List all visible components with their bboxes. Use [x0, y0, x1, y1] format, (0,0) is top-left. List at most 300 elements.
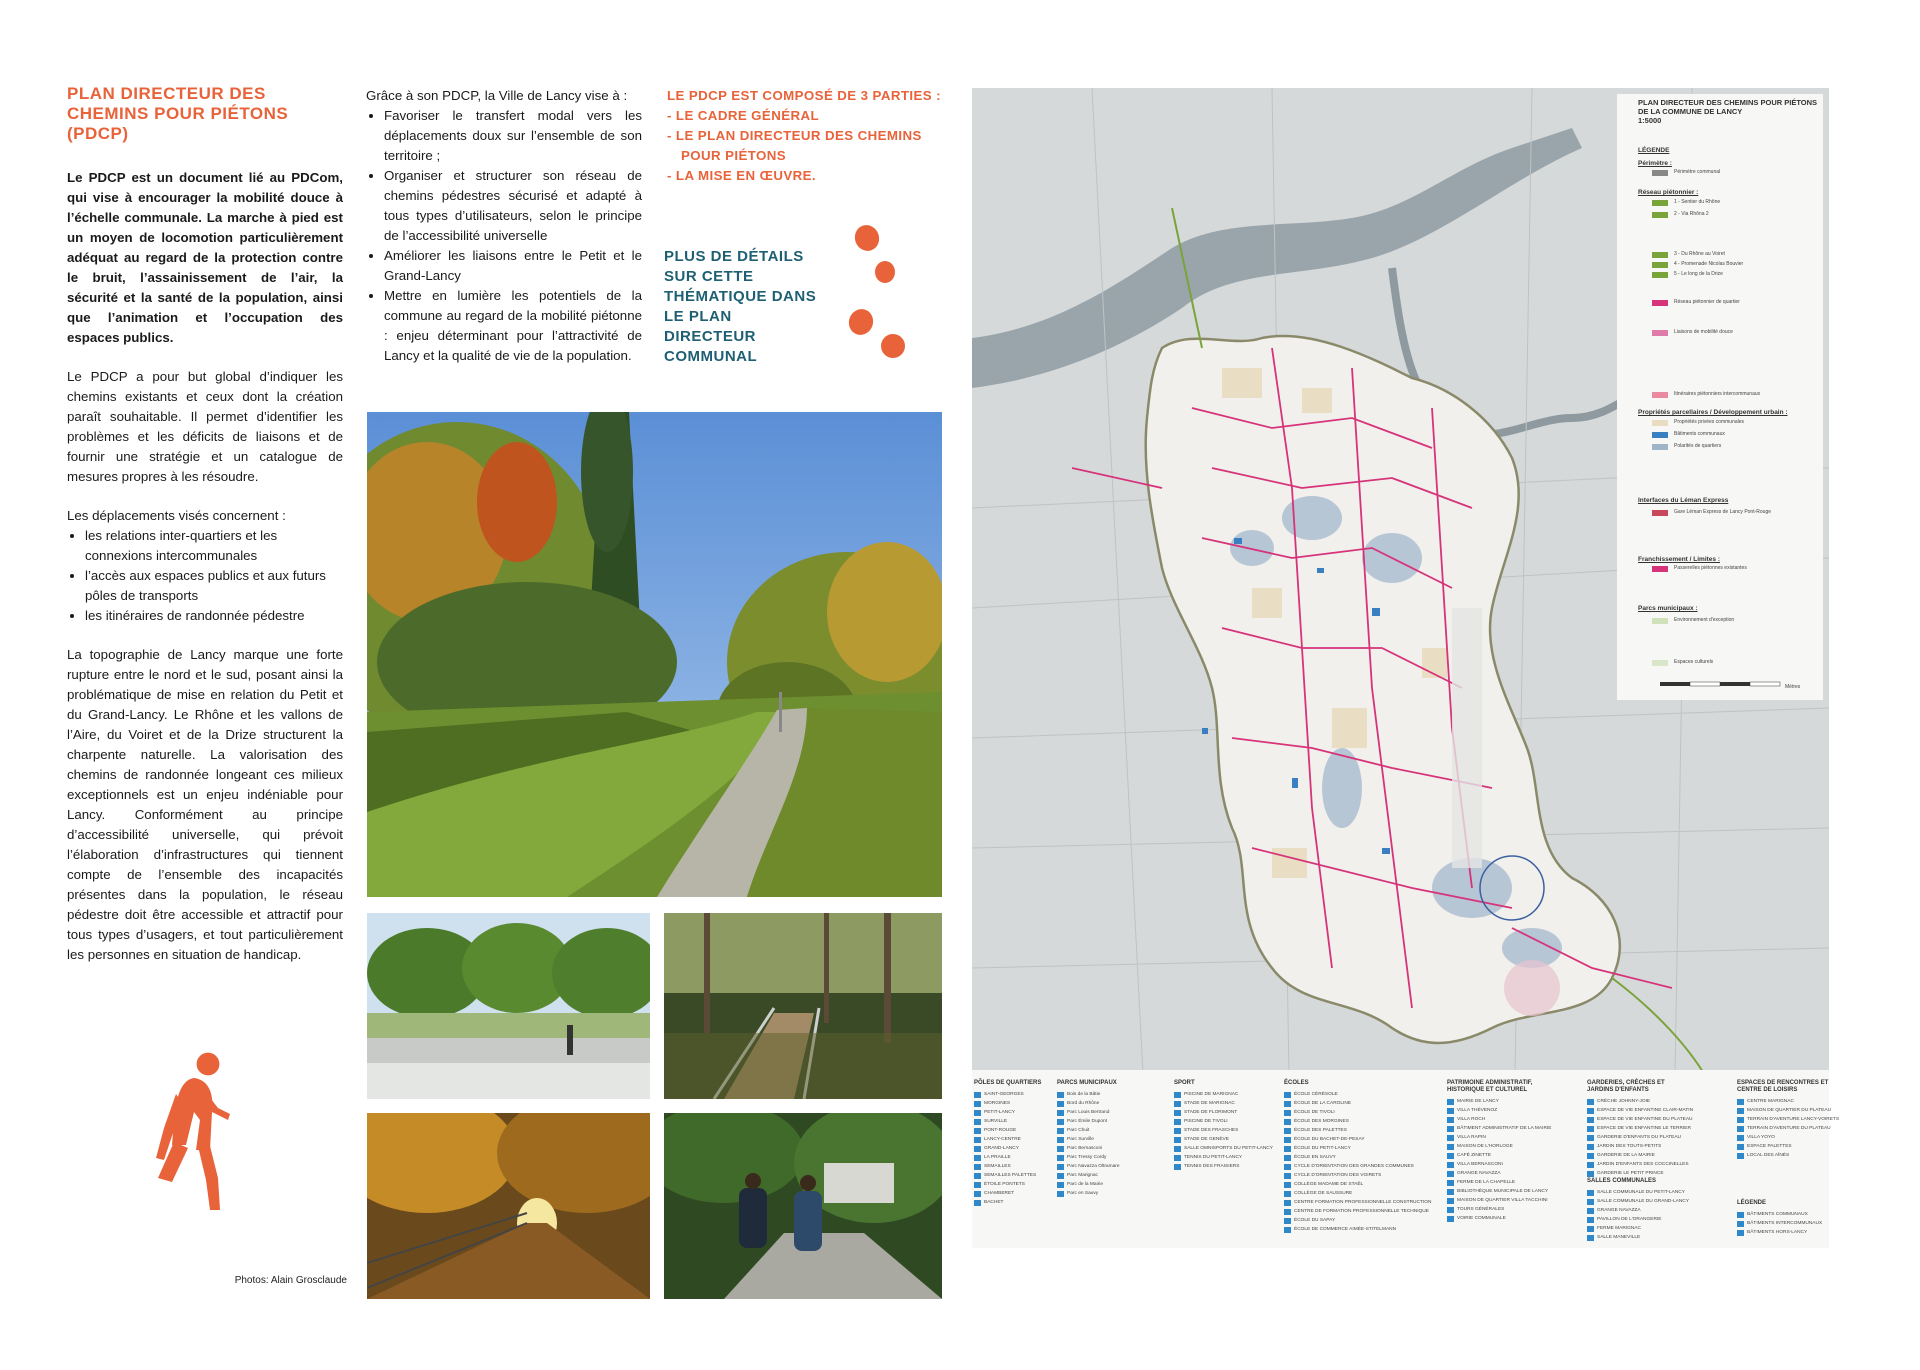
list-item: [1284, 1100, 1384, 1109]
promenade-photo: [367, 913, 650, 1099]
bottom-legend-label: Parc Louis Bertrand: [1067, 1110, 1110, 1115]
list-item: [1284, 1199, 1432, 1208]
building-icon: [1737, 1212, 1744, 1218]
legend-item: [1652, 510, 1812, 517]
list-item: [1737, 1143, 1837, 1152]
building-icon: [1284, 1110, 1291, 1116]
bottom-legend-column: [1587, 1080, 1694, 1179]
bottom-legend-heading: LÉGENDE: [1737, 1200, 1767, 1206]
list-item: [1447, 1098, 1547, 1107]
bottom-legend-label: SALLE OMNISPORTS DU PETIT-LANCY: [1184, 1146, 1273, 1151]
list-item: [1587, 1098, 1687, 1107]
page-title: PLAN DIRECTEUR DES CHEMINS POUR PIÉTONS (PDCP): [67, 84, 289, 143]
bottom-legend-label: ÉTOILE PONTETS: [984, 1182, 1025, 1187]
bottom-legend-label: SALLE MANEVILLE: [1597, 1235, 1641, 1240]
building-icon: [1284, 1227, 1291, 1233]
list-item: [1174, 1163, 1274, 1172]
building-icon: [1174, 1128, 1181, 1134]
list-item: [1174, 1127, 1274, 1136]
bottom-legend-column: [1284, 1080, 1432, 1235]
bottom-legend-label: SURVILLE: [984, 1119, 1008, 1124]
building-icon: [1587, 1208, 1594, 1214]
list-item: [1587, 1234, 1687, 1243]
list-item: [1284, 1226, 1397, 1235]
list-item: [1447, 1206, 1547, 1215]
legend-heading: LÉGENDE: [1638, 147, 1670, 154]
bottom-legend-label: SEMAILLES PALETTES: [984, 1173, 1037, 1178]
building-icon: [974, 1128, 981, 1134]
topography-paragraph: La topographie de Lancy marque une forte rupture entre le nord et le sud, posant ainsi la problématique de mise en relation du Petit et du Grand-Lancy. Le Rhône et les vallons de l’Aire, du Voiret et de la Drize structurent la charpente naturelle. La valorisation des chemins de randonnée longeant ces milieux exceptionnels est un enjeu indéniable pour Lancy. Conformément au principe d’accessibilité universelle, qui prévoit l’élaboration d’infrastructures qui tiennent compte de l’ensemble des incapacités présentes dans la population, le réseau pédestre doit être accessible et attractif pour tous types d’usagers, et tout particulièrement les personnes en situation de handicap.: [67, 647, 343, 962]
building-icon: [1447, 1198, 1454, 1204]
legend-label: 4 - Promenade Nicolas Bouvier: [1674, 261, 1744, 267]
building-icon: [1174, 1155, 1181, 1161]
objectives-list: [366, 106, 642, 366]
legend-label: 3 - Du Rhône au Voiret: [1674, 251, 1725, 257]
bottom-legend-label: VILLA RAPIN: [1457, 1135, 1486, 1140]
bottom-legend-heading: SALLES COMMUNALES: [1587, 1178, 1656, 1184]
bottom-legend-label: ÉCOLE DU PETIT-LANCY: [1294, 1146, 1351, 1151]
legend-item: [1652, 300, 1812, 307]
building-icon: [1447, 1207, 1454, 1213]
bottom-legend-label: Parc de la Mairie: [1067, 1182, 1103, 1187]
list-item: • l’accès aux espaces publics et aux futurs pôles de transports: [85, 566, 343, 606]
building-icon: [1447, 1189, 1454, 1195]
building-icon: [1284, 1182, 1291, 1188]
building-icon: [1174, 1146, 1181, 1152]
bottom-legend-label: Parc Émile Dupont: [1067, 1119, 1107, 1124]
building-icon: [1587, 1190, 1594, 1196]
building-icon: [1447, 1099, 1454, 1105]
bottom-legend-label: ÉCOLE DU SAPAY: [1294, 1218, 1336, 1223]
building-icon: [1587, 1099, 1594, 1105]
bottom-legend-label: Parc Bernasconi: [1067, 1146, 1103, 1151]
list-item: [1174, 1100, 1274, 1109]
building-icon: [1284, 1101, 1291, 1107]
building-icon: [974, 1146, 981, 1152]
list-item: [1174, 1109, 1274, 1118]
bottom-legend-label: LA PRAILLE: [984, 1155, 1011, 1160]
movements-intro: Les déplacements visés concernent :: [67, 508, 286, 523]
bottom-legend-heading: ÉCOLES: [1284, 1080, 1309, 1086]
bottom-legend-label: GRANGE NAVAZZA: [1597, 1208, 1641, 1213]
legend-item: [1652, 252, 1812, 259]
building-icon: [1057, 1191, 1064, 1197]
building-icon: [974, 1164, 981, 1170]
building-icon: [974, 1173, 981, 1179]
legend-swatch: [1652, 420, 1668, 426]
list-item: [1174, 1091, 1274, 1100]
building-icon: [1587, 1153, 1594, 1159]
list-item: [1587, 1161, 1687, 1170]
list-item: [1174, 1136, 1274, 1145]
building-icon: [974, 1119, 981, 1125]
bottom-legend-column: [1447, 1080, 1552, 1224]
bottom-legend-label: STADE DE MARIGNAC: [1184, 1101, 1235, 1106]
list-item: [1587, 1152, 1687, 1161]
bottom-legend-label: Parc Navazza Oltramare: [1067, 1164, 1120, 1169]
building-icon: [1284, 1155, 1291, 1161]
list-item: [1447, 1179, 1547, 1188]
legend-swatch: [1652, 200, 1668, 206]
building-icon: [1057, 1146, 1064, 1152]
building-icon: [1587, 1235, 1594, 1241]
bottom-legend-heading: PARCS MUNICIPAUX: [1057, 1080, 1117, 1086]
building-icon: [1737, 1099, 1744, 1105]
building-icon: [1587, 1108, 1594, 1114]
legend-label: Itinéraires piétonniers intercommunaux: [1674, 391, 1761, 397]
legend-item: [1652, 200, 1812, 207]
legend-section: Interfaces du Léman Express: [1638, 497, 1729, 504]
bottom-legend-label: FERME MARIGNAC: [1597, 1226, 1641, 1231]
building-icon: [1587, 1162, 1594, 1168]
legend-swatch: [1652, 170, 1668, 176]
building-icon: [1447, 1153, 1454, 1159]
legend-swatch: [1652, 566, 1668, 572]
bottom-legend-label: TOURS GÉNÉRALES: [1457, 1207, 1505, 1212]
bottom-legend-label: COLLÈGE DE SAUSSURE: [1294, 1191, 1353, 1196]
building-icon: [1447, 1162, 1454, 1168]
building-icon: [1587, 1171, 1594, 1177]
bottom-legend-label: CHAMBERET: [984, 1191, 1015, 1196]
bottom-legend-label: ESPACE DE VIE ENFANTINE CLAIR-MATIN: [1597, 1108, 1694, 1113]
goal-paragraph: Le PDCP a pour but global d’indiquer les chemins existants et ceux dont la création paraît souhaitable. Il permet d’identifier les problèmes et les déficits de liaisons et de fournir une stratégie et un catalogue de mesures propres à les résoudre.: [67, 369, 343, 484]
building-icon: [974, 1182, 981, 1188]
bottom-legend-label: LOCAL DES AÎNÉS: [1747, 1153, 1790, 1158]
list-item: [1284, 1127, 1384, 1136]
autumn-walkway-photo: [367, 1113, 650, 1299]
list-item: [1057, 1127, 1157, 1136]
building-icon: [1587, 1217, 1594, 1223]
building-icon: [1447, 1135, 1454, 1141]
list-item: - LA MISE EN ŒUVRE.: [667, 168, 816, 183]
bottom-legend-label: GRAND-LANCY: [984, 1146, 1019, 1151]
building-icon: [1737, 1153, 1744, 1159]
list-item: [1447, 1161, 1547, 1170]
bottom-legend-heading: GARDERIES, CRÈCHES ET JARDINS D'ENFANTS: [1587, 1080, 1665, 1093]
legend-label: 1 - Sentier du Rhône: [1674, 199, 1721, 205]
list-item: - LE CADRE GÉNÉRAL: [667, 108, 819, 123]
bottom-legend-label: ÉCOLE DU BACHET-DE-PESAY: [1294, 1137, 1365, 1142]
legend-item: [1652, 420, 1812, 427]
list-item: [1737, 1116, 1840, 1125]
building-icon: [1284, 1164, 1291, 1170]
legend-label: Environnement d'exception: [1674, 617, 1735, 623]
building-icon: [1737, 1230, 1744, 1236]
bottom-legend-label: GRANGE NAVAZZA: [1457, 1171, 1501, 1176]
building-icon: [1587, 1135, 1594, 1141]
legend-label: Liaisons de mobilité douce: [1674, 329, 1733, 335]
list-item: [1587, 1207, 1687, 1216]
legend-label: 5 - Le long de la Drize: [1674, 271, 1723, 277]
list-item: [1057, 1109, 1157, 1118]
bottom-legend-label: Bois de la Bâtie: [1067, 1092, 1101, 1097]
bottom-legend-label: STADE DE FLORIMONT: [1184, 1110, 1238, 1115]
list-item: [974, 1199, 1074, 1208]
objectives-column: [366, 86, 642, 366]
bottom-legend-heading: SPORT: [1174, 1080, 1195, 1086]
building-icon: [1057, 1164, 1064, 1170]
list-item: [1737, 1220, 1837, 1229]
map-scale: 1:5000: [1638, 116, 1662, 125]
building-icon: [1737, 1135, 1744, 1141]
list-item: • Favoriser le transfert modal vers les déplacements doux sur l’ensemble de son territoire ;: [384, 106, 642, 166]
building-icon: [1174, 1119, 1181, 1125]
bottom-legend-label: SEMAILLES: [984, 1164, 1011, 1169]
building-icon: [974, 1191, 981, 1197]
pdcp-parts: [667, 86, 957, 186]
bottom-legend-label: ÉCOLE DE TIVOLI: [1294, 1110, 1335, 1115]
legend-swatch: [1652, 618, 1668, 624]
bottom-legend-label: BÂTIMENTS COMMUNAUX: [1747, 1212, 1808, 1217]
details-callout: PLUS DE DÉTAILS SUR CETTE THÉMATIQUE DANS LE PLAN DIRECTEUR COMMUNAL: [664, 248, 817, 365]
building-icon: [1284, 1209, 1291, 1215]
building-icon: [1587, 1126, 1594, 1132]
legend-swatch: [1652, 510, 1668, 516]
list-item: [1174, 1145, 1274, 1154]
list-item: [1284, 1181, 1384, 1190]
bottom-legend-label: COLLÈGE MADAME DE STAËL: [1294, 1182, 1364, 1187]
building-icon: [1284, 1200, 1291, 1206]
list-item: [1737, 1152, 1837, 1161]
bottom-legend-label: GARDERIE D'ENFANTS DU PLATEAU: [1597, 1135, 1681, 1140]
building-icon: [1587, 1226, 1594, 1232]
list-item: • Mettre en lumière les potentiels de la commune au regard de la mobilité piétonne : enjeu déterminant pour l’attractivité de Lancy et la qualité de vie de la population.: [384, 286, 642, 366]
bottom-legend-label: BACHET: [984, 1200, 1004, 1205]
bottom-legend-label: VILLA THÉVENOZ: [1457, 1108, 1498, 1113]
list-item: • les relations inter-quartiers et les connexions intercommunales: [85, 526, 343, 566]
legend-label: Gare Léman Express de Lancy Pont-Rouge: [1674, 509, 1771, 515]
list-item: [1057, 1145, 1157, 1154]
list-item: [1057, 1136, 1157, 1145]
building-icon: [1737, 1144, 1744, 1150]
bottom-legend-column: [1737, 1080, 1840, 1161]
building-icon: [1737, 1108, 1744, 1114]
objectives-intro: Grâce à son PDCP, la Ville de Lancy vise à :: [366, 88, 628, 103]
legend-section: Réseau piétonnier :: [1638, 189, 1699, 196]
list-item: [1284, 1091, 1384, 1100]
list-item: [1447, 1215, 1547, 1224]
building-icon: [1447, 1144, 1454, 1150]
bottom-legend-label: BIBLIOTHÈQUE MUNICIPALE DE LANCY: [1457, 1189, 1549, 1194]
bottom-legend-label: Parc Chuit: [1067, 1128, 1090, 1133]
legend-item: [1652, 392, 1812, 399]
building-icon: [1447, 1216, 1454, 1222]
legend-swatch: [1652, 212, 1668, 218]
bottom-legend-label: JARDIN D'ENFANTS DES COCCINELLES: [1597, 1162, 1689, 1167]
bottom-legend-label: PONT-ROUGE: [984, 1128, 1017, 1133]
list-item: [1057, 1154, 1157, 1163]
list-item: [1447, 1170, 1547, 1179]
building-icon: [1447, 1180, 1454, 1186]
bottom-legend-label: ESPACE DE VIE ENFANTINE DU PLATEAU: [1597, 1117, 1693, 1122]
map-title: [1638, 98, 1818, 125]
list-item: [1587, 1125, 1691, 1134]
building-icon: [1057, 1128, 1064, 1134]
bottom-legend-heading: ESPACES DE RENCONTRES ET CENTRE DE LOISIRS: [1737, 1080, 1829, 1093]
list-item: [1737, 1134, 1837, 1143]
list-item: [1737, 1125, 1837, 1134]
list-item: [1447, 1134, 1547, 1143]
legend-swatch: [1652, 272, 1668, 278]
list-item: [1284, 1172, 1384, 1181]
list-item: [1057, 1163, 1157, 1172]
bottom-legend-label: LANCY-CENTRE: [984, 1137, 1021, 1142]
list-item: [1284, 1190, 1384, 1199]
building-icon: [1587, 1117, 1594, 1123]
building-icon: [1057, 1182, 1064, 1188]
list-item: [1284, 1217, 1384, 1226]
bottom-legend-label: STADE DES FRASCHES: [1184, 1128, 1239, 1133]
photo-credit: Photos: Alain Grosclaude: [234, 1275, 347, 1286]
bottom-legend-label: PISCINE DE TIVOLI: [1184, 1119, 1228, 1124]
footprints-icon: [845, 222, 915, 372]
legend-swatch: [1652, 660, 1668, 666]
bottom-legend-label: VILLA YOYO: [1747, 1135, 1775, 1140]
list-item: [1587, 1225, 1687, 1234]
bottom-legend-label: BÂTIMENT ADMINISTRATIF DE LA MAIRIE: [1457, 1126, 1552, 1131]
list-item: [1447, 1125, 1552, 1134]
bottom-legend-label: Parc Marignac: [1067, 1173, 1098, 1178]
legend-item: [1652, 170, 1812, 177]
list-item: [1447, 1197, 1547, 1206]
bottom-legend-label: CENTRE MARIGNAC: [1747, 1099, 1794, 1104]
bottom-legend-column: [1587, 1178, 1687, 1243]
list-item: [1737, 1211, 1837, 1220]
legend-section: Parcs municipaux :: [1638, 605, 1698, 612]
bottom-legend-label: STADE DE GENÈVE: [1184, 1137, 1229, 1142]
list-item: [1587, 1134, 1687, 1143]
building-icon: [974, 1137, 981, 1143]
legend-swatch: [1652, 300, 1668, 306]
map-title-text: PLAN DIRECTEUR DES CHEMINS POUR PIÉTONS DE LA COMMUNE DE LANCY: [1638, 98, 1818, 116]
building-icon: [1284, 1137, 1291, 1143]
bottom-legend-label: CYCLE D'ORIENTATION DES VOIRETS: [1294, 1173, 1382, 1178]
building-icon: [974, 1200, 981, 1206]
legend-swatch: [1652, 444, 1668, 450]
list-item: [1057, 1190, 1157, 1199]
walkers-photo: [664, 1113, 942, 1299]
bottom-legend-label: MAISON DE QUARTIER DU PLATEAU: [1747, 1108, 1832, 1113]
legend-item: [1652, 272, 1812, 279]
legend-label: Passerelles piétonnes existantes: [1674, 565, 1747, 571]
bottom-legend-label: ÉCOLE DES PALETTES: [1294, 1128, 1347, 1133]
list-item: [1587, 1189, 1687, 1198]
list-item: [1737, 1229, 1837, 1238]
bottom-legend-label: CENTRE FORMATION PROFESSIONNELLE CONSTRUCTION: [1294, 1200, 1432, 1205]
legend-item: [1652, 212, 1812, 219]
bottom-legend-label: TERRAIN D'AVENTURE DU PLATEAU: [1747, 1126, 1831, 1131]
building-icon: [1284, 1191, 1291, 1197]
list-item: [1057, 1181, 1157, 1190]
intro-column: [67, 168, 343, 984]
bottom-legend-label: PETIT-LANCY: [984, 1110, 1015, 1115]
legend-label: 2 - Via Rhôna 2: [1674, 211, 1709, 217]
scale-unit: Mètres: [1785, 684, 1801, 690]
building-icon: [1057, 1110, 1064, 1116]
list-item: [1737, 1098, 1837, 1107]
bottom-legend-label: Bord du Rhône: [1067, 1101, 1100, 1106]
bottom-legend-label: FERME DE LA CHAPELLE: [1457, 1180, 1516, 1185]
list-item: • les itinéraires de randonnée pédestre: [85, 606, 343, 626]
bottom-legend-heading: PATRIMOINE ADMINISTRATIF, HISTORIQUE ET CULTUREL: [1447, 1080, 1533, 1093]
legend-swatch: [1652, 432, 1668, 438]
walking-person-icon: [150, 1050, 240, 1220]
intro-bold-paragraph: Le PDCP est un document lié au PDCom, qui vise à encourager la mobilité douce à l’échelle communale. La marche à pied est un moyen de locomotion particulièrement adéquat au regard de la protection contre le bruit, l’assainissement de l’air, la sécurité et la santé de la population, ainsi que l’animation et l’occupation des espaces publics.: [67, 170, 343, 345]
movements-list: [67, 526, 343, 626]
list-item: [1057, 1091, 1157, 1100]
building-icon: [974, 1155, 981, 1161]
bottom-legend-label: Parc Surville: [1067, 1137, 1094, 1142]
building-icon: [1057, 1155, 1064, 1161]
building-icon: [1057, 1137, 1064, 1143]
list-item: [1284, 1136, 1384, 1145]
bottom-legend-label: TENNIS DU PETIT-LANCY: [1184, 1155, 1243, 1160]
building-icon: [974, 1101, 981, 1107]
building-icon: [1447, 1108, 1454, 1114]
list-item: [1284, 1109, 1384, 1118]
bottom-legend-label: ÉCOLE DES MORGINES: [1294, 1119, 1349, 1124]
legend-label: Réseau piétonnier de quartier: [1674, 299, 1740, 305]
list-item: • Organiser et structurer son réseau de chemins pédestres sécurisé et adapté à tous types d’utilisateurs, selon le principe de l’accessibilité universelle: [384, 166, 642, 246]
building-icon: [1587, 1144, 1594, 1150]
footbridge-photo: [664, 913, 942, 1099]
bottom-legend-label: CRÈCHE JOHNNY-JOIE: [1597, 1099, 1651, 1104]
bottom-legend-label: GARDERIE LE PETIT PRINCE: [1597, 1171, 1664, 1176]
bottom-legend-label: SALLE COMMUNALE DU GRAND-LANCY: [1597, 1199, 1689, 1204]
legend-item: [1652, 566, 1812, 573]
bottom-legend-label: VILLA BERNASCONI: [1457, 1162, 1503, 1167]
building-icon: [1174, 1101, 1181, 1107]
bottom-legend-label: MORGINES: [984, 1101, 1011, 1106]
legend-label: Espaces culturels: [1674, 659, 1714, 665]
bottom-legend-label: Parc en Sauvy: [1067, 1191, 1099, 1196]
parts-list: [667, 106, 957, 186]
bottom-legend-label: VOIRIE COMMUNALE: [1457, 1216, 1506, 1221]
building-icon: [974, 1092, 981, 1098]
bottom-legend-label: TENNIS DES FRAISIERS: [1184, 1164, 1240, 1169]
bottom-legend-column: [1057, 1080, 1157, 1199]
building-icon: [1447, 1117, 1454, 1123]
list-item: [1587, 1198, 1687, 1207]
bottom-legend-label: ESPACE PALETTES: [1747, 1144, 1792, 1149]
list-item: [1057, 1118, 1157, 1127]
building-icon: [1057, 1173, 1064, 1179]
bottom-legend-label: Parc Tressy Cordy: [1067, 1155, 1107, 1160]
legend-item: [1652, 330, 1812, 337]
list-item: [1447, 1152, 1547, 1161]
list-item: [1447, 1188, 1547, 1197]
bottom-legend-label: ÉCOLE EN SAUVY: [1294, 1155, 1336, 1160]
building-icon: [1057, 1092, 1064, 1098]
legend-label: Bâtiments communaux: [1674, 431, 1725, 437]
building-icon: [1447, 1171, 1454, 1177]
bottom-legend-label: BÂTIMENTS HORS-LANCY: [1747, 1230, 1808, 1235]
bottom-legend-label: VILLA ROCH: [1457, 1117, 1486, 1122]
building-icon: [1587, 1199, 1594, 1205]
legend-swatch: [1652, 392, 1668, 398]
bottom-legend-label: CAFÉ ZINETTE: [1457, 1153, 1492, 1158]
list-item: [1587, 1116, 1693, 1125]
list-item: [1284, 1118, 1384, 1127]
bottom-legend-label: MAIRIE DE LANCY: [1457, 1099, 1499, 1104]
legend-swatch: [1652, 252, 1668, 258]
legend-section: Franchissement / Limites :: [1638, 556, 1720, 563]
bottom-legend-label: MAISON DE QUARTIER VILLA TACCHINI: [1457, 1198, 1548, 1203]
park-path-photo: [367, 412, 942, 897]
bottom-legend-label: SAINT-GEORGES: [984, 1092, 1024, 1097]
building-icon: [974, 1110, 981, 1116]
list-item: [1284, 1163, 1414, 1172]
